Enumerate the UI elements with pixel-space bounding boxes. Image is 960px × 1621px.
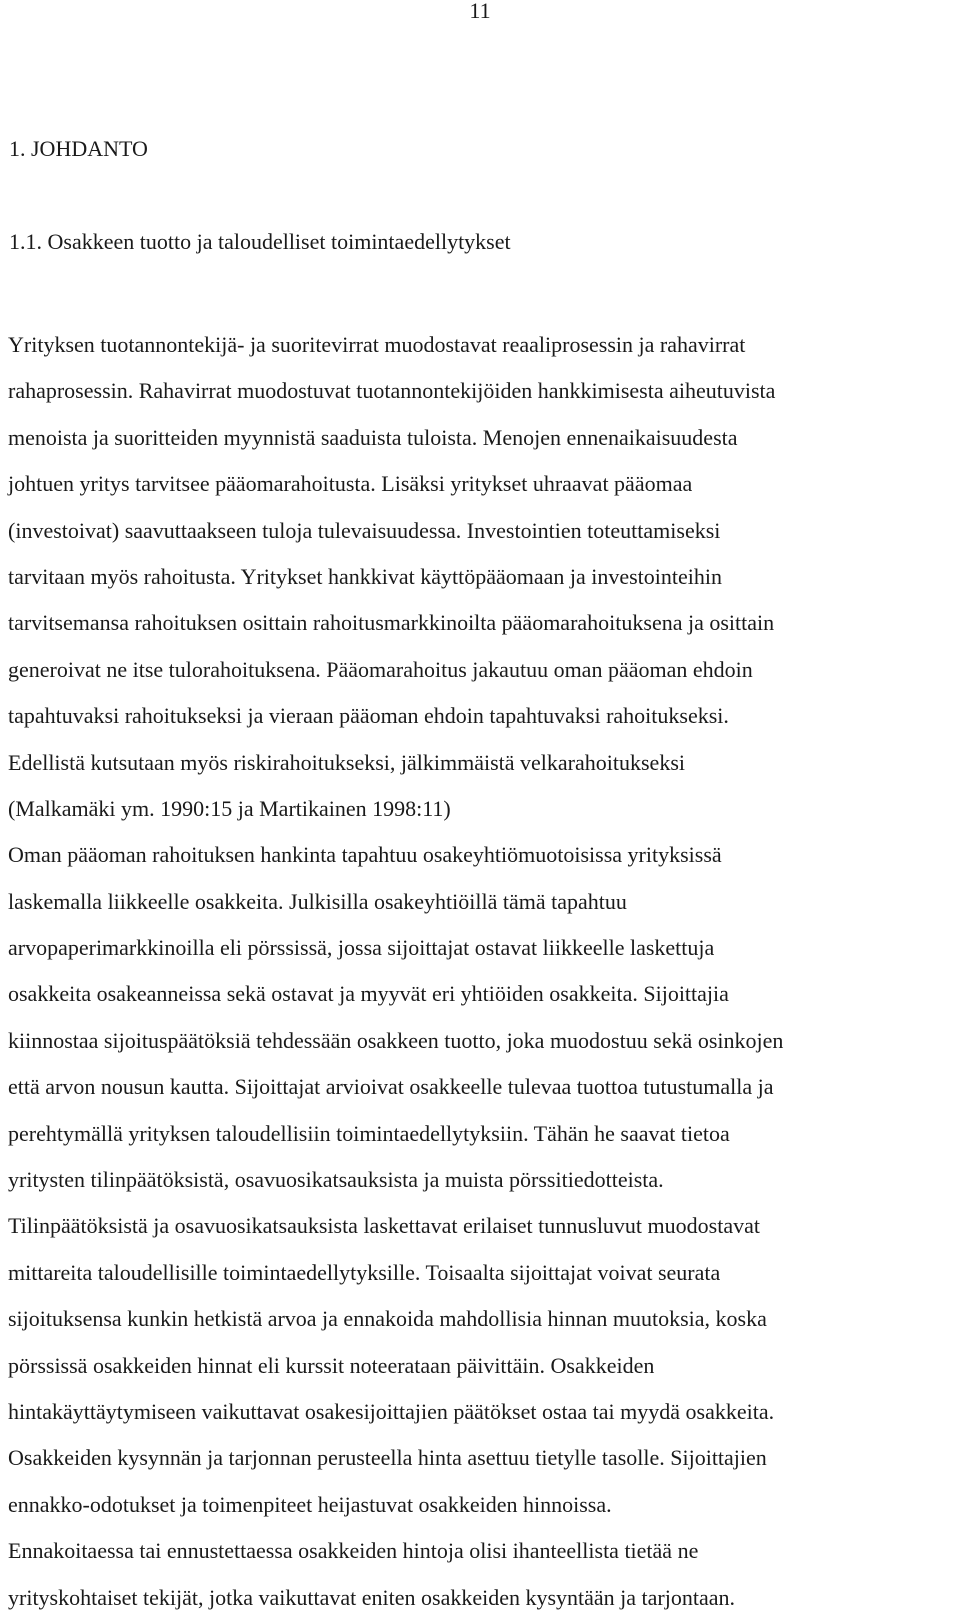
body-line: Edellistä kutsutaan myös riskirahoitukseksi, jälkimmäistä velkarahoitukseksi xyxy=(8,749,685,775)
body-line: että arvon nousun kautta. Sijoittajat arvioivat osakkeelle tulevaa tuottoa tutustumalla ja xyxy=(8,1074,774,1100)
body-line: menoista ja suoritteiden myynnistä saaduista tuloista. Menojen ennenaikaisuudesta xyxy=(8,424,738,450)
body-line: yritysten tilinpäätöksistä, osavuosikatsauksista ja muista pörssitiedotteista. xyxy=(8,1167,664,1193)
body-line: johtuen yritys tarvitsee pääomarahoitusta. Lisäksi yritykset uhraavat pääomaa xyxy=(8,471,693,497)
section-heading: 1.1. Osakkeen tuotto ja taloudelliset toimintaedellytykset xyxy=(9,229,511,254)
body-line: tarvitaan myös rahoitusta. Yritykset hankkivat käyttöpääomaan ja investointeihin xyxy=(8,563,723,589)
body-line: hintakäyttäytymiseen vaikuttavat osakesijoittajien päätökset ostaa tai myydä osakkeita. xyxy=(8,1398,775,1424)
body-line: tapahtuvaksi rahoitukseksi ja vieraan pääoman ehdoin tapahtuvaksi rahoitukseksi. xyxy=(8,703,729,729)
body-line: (investoivat) saavuttaakseen tuloja tulevaisuudessa. Investointien toteuttamiseksi xyxy=(8,517,721,543)
body-line: yrityskohtaiset tekijät, jotka vaikuttavat eniten osakkeiden kysyntään ja tarjontaan. xyxy=(8,1584,736,1610)
body-line: osakkeita osakeanneissa sekä ostavat ja myyvät eri yhtiöiden osakkeita. Sijoittajia xyxy=(8,981,729,1007)
body-line: tarvitsemansa rahoituksen osittain rahoitusmarkkinoilta pääomarahoituksena ja osittain xyxy=(8,610,775,636)
body-line: arvopaperimarkkinoilla eli pörssissä, jossa sijoittajat ostavat liikkeelle laskettuja xyxy=(8,935,715,961)
body-line: pörssissä osakkeiden hinnat eli kurssit noteerataan päivittäin. Osakkeiden xyxy=(8,1352,655,1378)
body-line: generoivat ne itse tulorahoituksena. Pääomarahoitus jakautuu oman pääoman ehdoin xyxy=(8,656,753,682)
body-line: (Malkamäki ym. 1990:15 ja Martikainen 1998:11) xyxy=(8,795,451,821)
body-line: laskemalla liikkeelle osakkeita. Julkisilla osakeyhtiöillä tämä tapahtuu xyxy=(8,888,627,914)
body-line: ennakko-odotukset ja toimenpiteet heijastuvat osakkeiden hinnoissa. xyxy=(8,1491,612,1517)
chapter-heading: 1. JOHDANTO xyxy=(9,136,148,161)
body-line: Tilinpäätöksistä ja osavuosikatsauksista laskettavat erilaiset tunnusluvut muodostavat xyxy=(8,1213,760,1239)
body-line: rahaprosessin. Rahavirrat muodostuvat tuotannontekijöiden hankkimisesta aiheutuvista xyxy=(8,378,776,404)
body-text xyxy=(8,322,953,1621)
body-line: kiinnostaa sijoituspäätöksiä tehdessään osakkeen tuotto, joka muodostuu sekä osinkojen xyxy=(8,1027,784,1053)
body-line: Yrityksen tuotannontekijä- ja suoritevirrat muodostavat reaaliprosessin ja rahavirrat xyxy=(8,332,746,357)
body-line: perehtymällä yrityksen taloudellisiin toimintaedellytyksiin. Tähän he saavat tietoa xyxy=(8,1120,730,1146)
body-line: sijoituksensa kunkin hetkistä arvoa ja ennakoida mahdollisia hinnan muutoksia, koska xyxy=(8,1306,767,1332)
body-line: Oman pääoman rahoituksen hankinta tapahtuu osakeyhtiömuotoisissa yrityksissä xyxy=(8,842,722,868)
body-line: Osakkeiden kysynnän ja tarjonnan perusteella hinta asettuu tietylle tasolle. Sijoittajien xyxy=(8,1445,767,1471)
page-number: 11 xyxy=(469,0,491,23)
body-line: Ennakoitaessa tai ennustettaessa osakkeiden hintoja olisi ihanteellista tietää ne xyxy=(8,1538,699,1564)
body-line: mittareita taloudellisille toimintaedellytyksille. Toisaalta sijoittajat voivat seurata xyxy=(8,1259,721,1285)
